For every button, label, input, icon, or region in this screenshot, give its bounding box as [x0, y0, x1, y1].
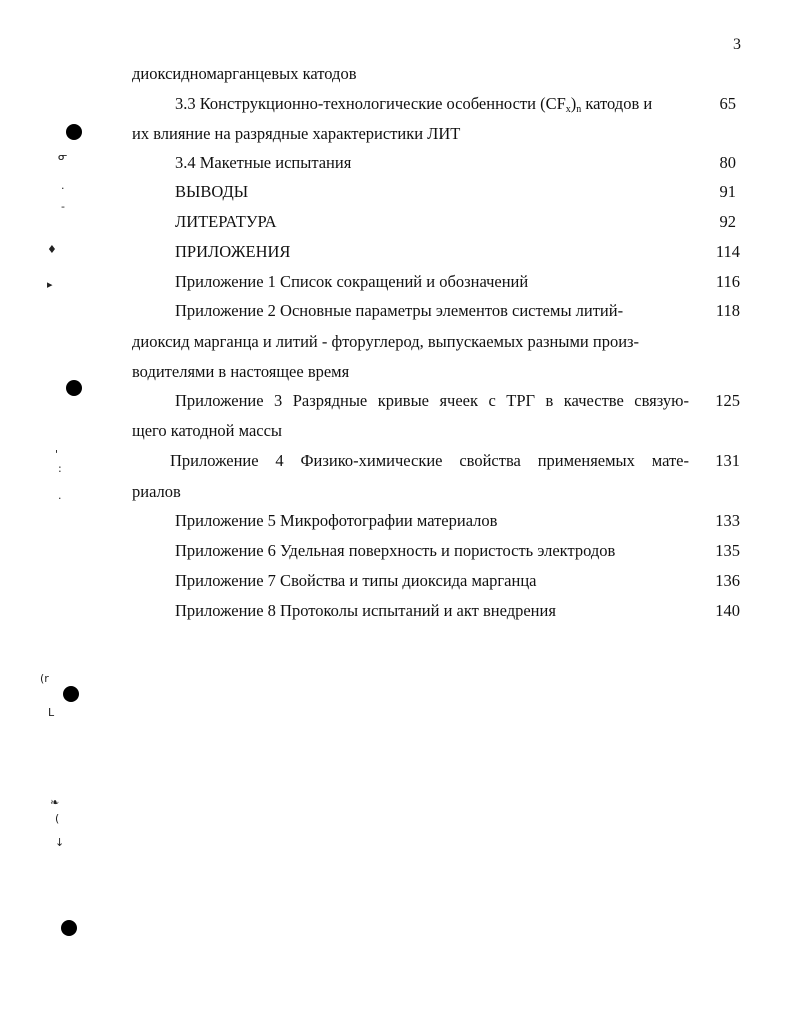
toc-entry-app4-cont: риалов [132, 482, 181, 501]
toc-page-literature: 92 [719, 212, 736, 231]
toc-entry-app2-cont: водителями в настоящее время [132, 362, 350, 381]
binder-hole-dot [66, 380, 82, 396]
scan-speck: · [61, 182, 65, 195]
toc-entry-app4: Приложение 4 Физико-химические свойства применяемых мате- [170, 451, 689, 470]
page-number: 3 [733, 36, 741, 53]
scan-speck: (r [40, 672, 49, 685]
toc-page-app7: 136 [715, 571, 740, 590]
toc-page-3-3: 65 [719, 94, 736, 113]
binder-hole-dot [61, 920, 77, 936]
binder-hole-dot [66, 124, 82, 140]
toc-entry-appendices: ПРИЛОЖЕНИЯ [175, 242, 291, 261]
toc-line-continuation: диоксидномарганцевых катодов [132, 64, 357, 83]
scan-speck: ' [55, 448, 59, 461]
toc-entry-literature: ЛИТЕРАТУРА [175, 212, 277, 231]
scan-speck: ❧ [50, 796, 60, 809]
toc-entry-app2-cont: диоксид марганца и литий - фторуглерод, выпускаемых разными произ- [132, 332, 640, 351]
toc-entry-3-4: 3.4 Макетные испытания [175, 153, 352, 172]
toc-entry-app1: Приложение 1 Список сокращений и обозначений [175, 272, 529, 291]
toc-entry-app2: Приложение 2 Основные параметры элементов системы литий- [175, 301, 624, 320]
toc-entry-conclusions: ВЫВОДЫ [175, 182, 249, 201]
toc-page-app4: 131 [715, 451, 740, 470]
toc-entry-3-3-paren: ) [570, 94, 577, 113]
toc-page-app5: 133 [715, 511, 740, 530]
toc-page-app6: 135 [715, 541, 740, 560]
toc-page-appendices: 114 [715, 242, 740, 261]
toc-page-app8: 140 [715, 601, 740, 620]
toc-page-app2: 118 [715, 301, 740, 320]
toc-page-app1: 116 [715, 272, 740, 291]
scan-speck: ᒪ [48, 706, 55, 719]
scan-speck: : [58, 462, 62, 475]
toc-entry-app7: Приложение 7 Свойства и типы диоксида марганца [175, 571, 537, 590]
subscript-x: x [565, 104, 571, 115]
toc-entry-app8: Приложение 8 Протоколы испытаний и акт внедрения [175, 601, 556, 620]
subscript-n: n [576, 104, 582, 115]
toc-entry-3-3 [175, 94, 652, 120]
toc-entry-3-3-text-b: катодов и [581, 94, 653, 113]
toc-entry-app3: Приложение 3 Разрядные кривые ячеек с ТРГ в качестве связую- [175, 391, 689, 410]
scan-speck: · [58, 492, 62, 505]
scan-speck: ( [55, 812, 60, 825]
toc-entry-3-3-cont: их влияние на разрядные характеристики ЛИТ [132, 124, 461, 143]
scan-speck: ♦ [47, 243, 57, 256]
scan-speck: ↓ [55, 836, 65, 849]
toc-page-app3: 125 [715, 391, 740, 410]
scan-speck: - [61, 200, 65, 213]
toc-entry-app5: Приложение 5 Микрофотографии материалов [175, 511, 498, 530]
toc-entry-app6: Приложение 6 Удельная поверхность и пористость электродов [175, 541, 616, 560]
scan-speck: ᓂ [58, 150, 68, 163]
toc-entry-3-3-text-a: 3.3 Конструкционно-технологические особенности (CF [175, 94, 566, 113]
scan-speck: ▸ [47, 278, 53, 291]
toc-page-conclusions: 91 [719, 182, 736, 201]
toc-entry-app3-cont: щего катодной массы [132, 421, 283, 440]
toc-page-3-4: 80 [719, 153, 736, 172]
binder-hole-dot [63, 686, 79, 702]
